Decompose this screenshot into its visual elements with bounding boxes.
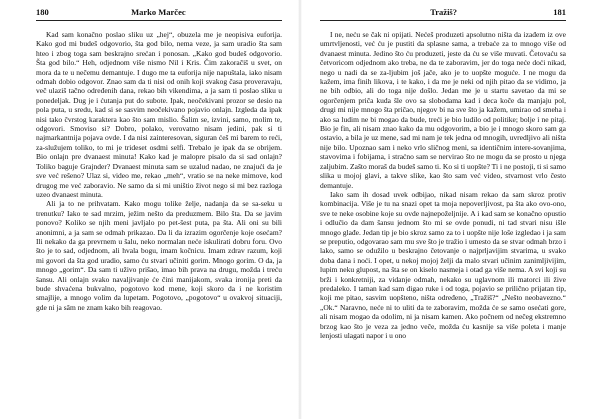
left-page-number: 180	[36, 7, 49, 17]
right-page-number: 181	[553, 7, 566, 17]
right-header-rule	[320, 20, 566, 21]
right-page-header	[320, 6, 566, 18]
right-running-head: Tražiš?	[430, 7, 457, 17]
right-paragraph: Iako sam ih dosad uvek odbijao, nikad nisam rekao da sam skroz protiv kombinacija. Više je tu na snazi opet ta moja nepoverljivost, pa šta ako ovo-ono, sve te neke osobine koje su ovde najnepoželjnije. A i kad sam se konačno opustio i odlučio da dam šansu jednom što mi se ovde ponudi, ni tad stvari nisu išle mnogo glađe. Jedan tip je bio skroz samo za to i uopšte nije loše izgledao i ja sam se preputio, odgovarao sam mu sve što je tražio i umesto da se stvar odmah brzo i lako, samo se odužilo u beskrajno četovanje o najprljavijim stvarima, u svako doba dana i noći. I opet, u nekoj mojoj želji da malo stvari učinim zanimljivijim, lupim neku glupost, na šta se on kiselo nasmeja i otad ga više nema. A svi koji su brži i konkretniji, za vidanje odmah, nekako su uglavnom ili matorci ili živе predaleko. I taman kad sam digao ruke i od toga, pojavio se prilično prijatan tip, koji me pitao, sasvim uopšteno, ništa određeno, „Tražiš?“ „Nešto neobavezno.“ „Ok.“ Naravno, neće ni to uliti da te zaboravim, možda će se samo osećati gore, ali nisam mogao da odolim, ni ja nisam kamen. Ako počnem od nečeg ekstremno brzog kao što je veza za jedno veče, možda ću kasnije sa više poleta i manje lenjosti ulagati napor i u ono	[320, 189, 566, 340]
left-paragraph: Kad sam konačno poslao sliku uz „hej“, obuzela me je neopisiva euforija. Kako god mi budeš odgovorio, šta god bilo, nema veze, ja sam uradio šta sam hteo i zbog toga sam beskrajno srećan i ponosan. „Kako god budeš odgovorio. Šta god bilo.“ Heh, odjednom više nismo Nil i Kris. Čim zakoračiš u svet, on mora da te u nečemu demantuje. I dugo me ta euforija nije napuštala, iako nisam odmah dobio odgovor. Znao sam da ti nisi od onih koji svakog časa proveravaju, več ulaziš tačno određenih dana, rekao bih vikendima, a ja sam ti poslao sliku u ponedeljak. Dug je i ćutanja put do subote. Ipak, neočekivani prozor se desio na pola puta, u sredu, kad si se sasvim neočekivano pojavio onlajn. Izgleda da ipak nisi tako čvrstog karaktera kao što sam mislio. Šalim se, izvini, samo, molim te, odgovori. Smoviso si? Dobro, polako, verovatno nisam jedini, pak si ti najmarkantnija pojava ovde. I da nisi zainteresovan, siguran ćeš mi barem to reći, za-služujem toliko, to mi je trideset osdmi selfi. Trebalo je ipak da se obrijem. Bio onlajn pre dvanaest minuta! Kako kad je malopre pisalo da si sad onlajn? Toliko baguje Grajnder? Dvanaest minuta sam se uzalud nadao, ne znajući da je sve već rešeno? Ulaz si, video me, rekao „meh“, vratio se na neke mimove, kod drugog me već zaboravio. Ne samo da si mi uništio život nego si mi bez razloga uzeo dvanaest minuta.	[36, 30, 282, 199]
right-page	[300, 0, 600, 419]
left-running-head: Marko Marčec	[131, 7, 186, 17]
right-paragraph: I ne, neću se čak ni opijati. Nećeš produzeti apsolutno ništa da izađem iz ove umrtvljenosti, već ću je pustiti da splasne sama, a trebaće za to mnogo više od dvanaest minuta. Jedino što ću produzeti, jeste da ću se više muvati. Četovaću sa četvoricom odjednom ako treba, ne da te zaboravim, jer do toga neće doći nikad, nego u nadi da se za-ljubim još jače, ako je to uopšte moguće. I ne mogu da kažem, ima finih likova, i te kako, i da me je neki od njih pitao da se vidimo, ja ne bih odbio, ali do toga nije došlo. Jedan me je u startu savetao da mi se ogorčenjem priča kuda šle ovo sa slobodama kad i deca koče da manjaju pol, drugi mi nije mnogo šta pričao, njegov bi na sve što ja kažem, umirao od smeha i ako sa ludim ne bi mogao da bude, treći je bio ludilo od politike; bolje i ne pitaj. Bio je fin, ali nisam znao kako da mu odgovorim, a bio je i mnogo skoro sam ga ostavio, a bila je uz mene, sad mi nam je tek jedna od mnogih, uvredljivo ali ništa nije bilo. Upoznao sam i neko vrlo sličnog meni, sa identičnim intere-sovanjima, stavovima i fobijama, i straćno sam se nervirao što ne mogu da se prosto u njega zaljubim. Zašto moraš da budeš samo ti. Ko si ti uopšte? Ti i ne postoji, ti si samo slika u mojoj glavi, a takve slike, kao što sam već video, stvarnost vrlo često demantuje.	[320, 30, 566, 190]
right-page-body	[320, 30, 566, 340]
left-page-header	[36, 6, 282, 18]
left-paragraph: Ali ja to ne prihvatam. Kako mogu tolike želje, nadanja da se sa-seku u trenutku? Iako te sad mrzim, ježim nešto da preduzmem. Bilo šta. Da se javim ponovo? Koliko se njih meni javljalo po pet-šest puta, pa šta. Ali oni su bili anonimni, a ja sam se odmah prikazao. Da li da izrazim ogorčenje koje osećam? Ili nekako da ga prevrnem u šalu, neko normalan neće iskulirati dobru foru. Ovo što je to sad, odjednom, ali hvala bogu, imam kočnicu. Imam zdrav razum, koji mi govori da šta god uradio, samo ću stvari učiniti gorim. Mnogo gorim. O da, ja mnogo „gorim“. Da sam ti uživo prišao, imao bih prava na drugu, možda i treću šansu. Ali onlajn svako navaljivanje će čini manijakom, svaka ironija preti da bude shvaćena bukvalno, pogotovo kod mene, koji skoro da i ne koristim smajlije, a mnogo volim da lupetam. Pogotovo, „pogotovo“ u ovakvoj situaciji, gde ni ja sâm ne znam kako bih reagovao.	[36, 199, 282, 312]
left-header-rule	[36, 20, 282, 21]
left-page-body	[36, 30, 282, 312]
